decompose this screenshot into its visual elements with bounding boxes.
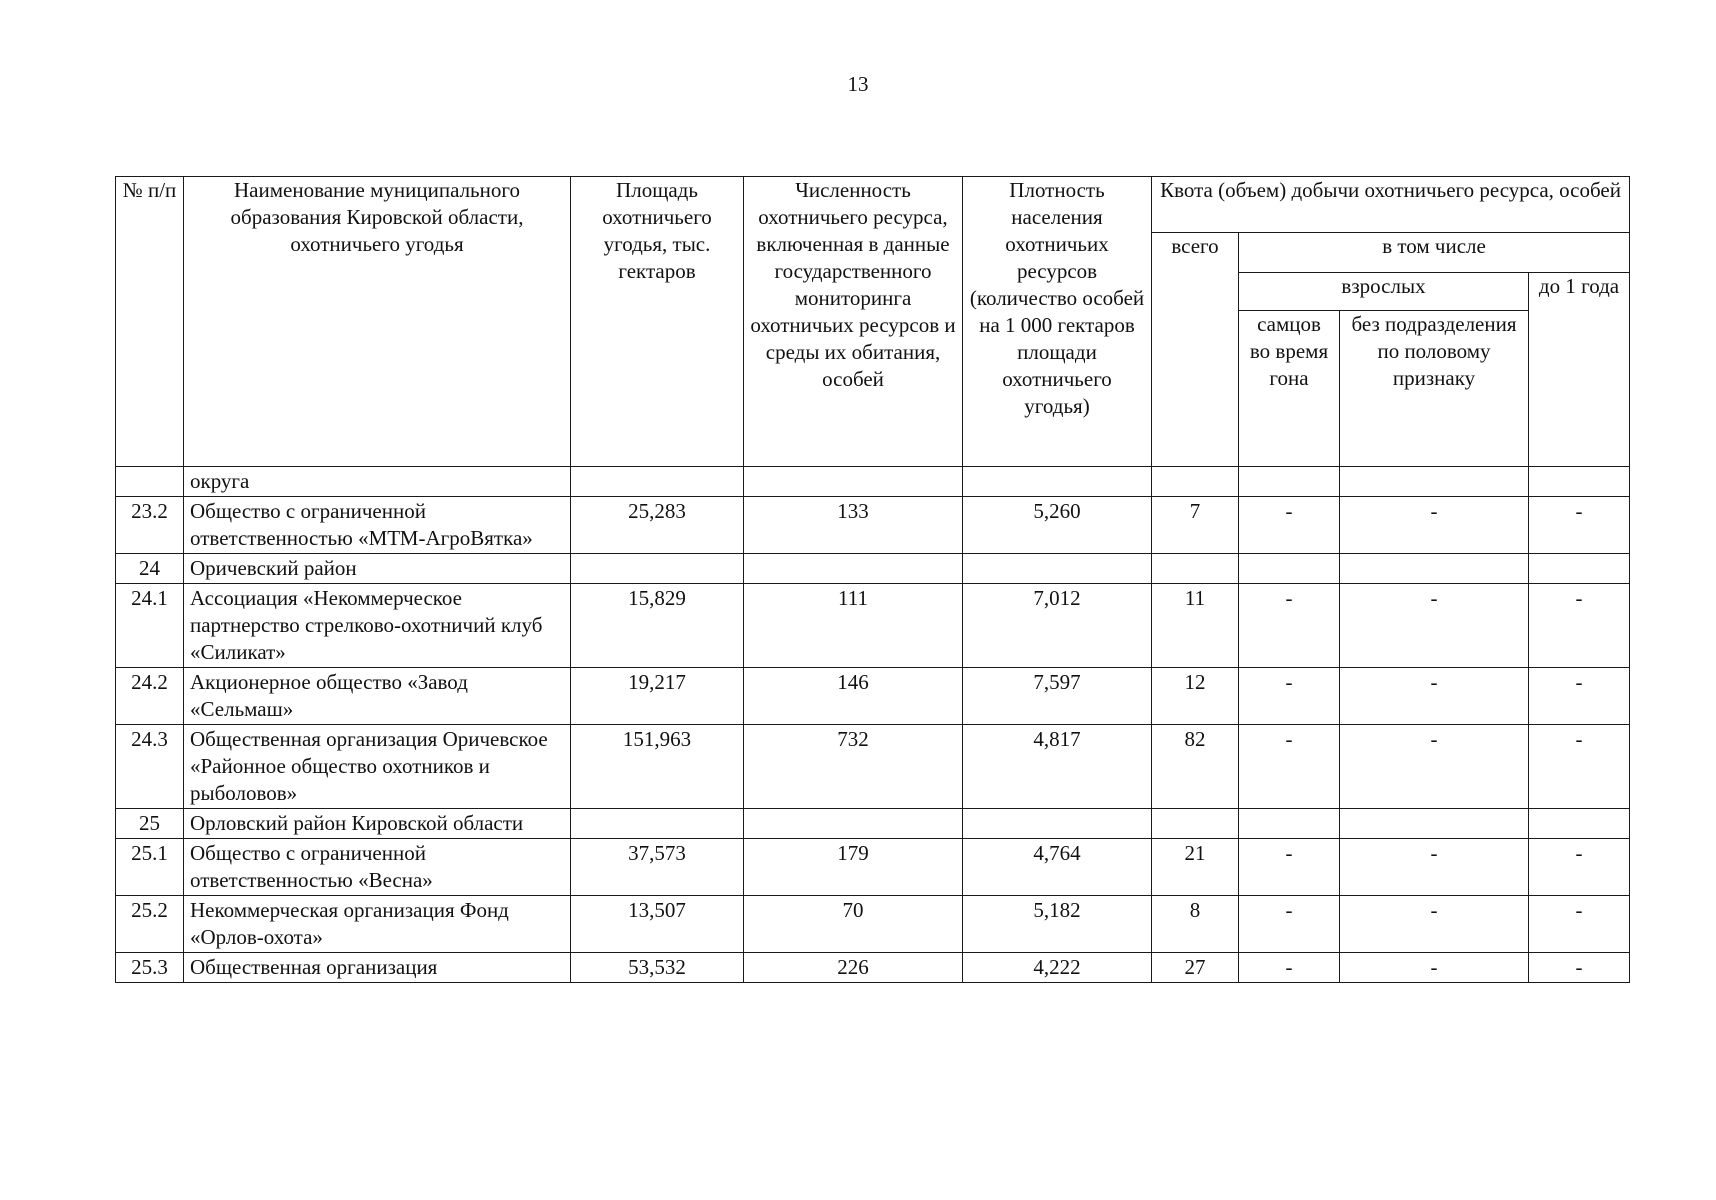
cell-name: Ассоциация «Некоммерческое партнерство стрелково-охотничий клуб «Силикат» <box>184 584 571 668</box>
cell-num: 23.2 <box>116 497 184 554</box>
table-row <box>116 467 1630 497</box>
cell-name: Общество с ограниченной ответственностью «МТМ-АгроВятка» <box>184 497 571 554</box>
cell-num: 24.1 <box>116 584 184 668</box>
cell-under1 <box>1529 809 1630 839</box>
table-row <box>116 554 1630 584</box>
page-number: 13 <box>847 72 869 96</box>
cell-under1: - <box>1529 725 1630 809</box>
cell-num: 24.2 <box>116 668 184 725</box>
cell-count: 146 <box>744 668 963 725</box>
cell-total: 21 <box>1152 839 1239 896</box>
cell-count: 179 <box>744 839 963 896</box>
table-row <box>116 497 1630 554</box>
cell-density: 4,817 <box>963 725 1152 809</box>
cell-under1: - <box>1529 953 1630 983</box>
quota-table <box>115 176 1630 983</box>
cell-density: 7,012 <box>963 584 1152 668</box>
cell-num: 24.3 <box>116 725 184 809</box>
cell-nosplit: - <box>1340 497 1529 554</box>
cell-count <box>744 554 963 584</box>
header-area: Площадь охотничьего угодья, тыс. гектаров <box>571 177 744 467</box>
cell-num: 25.2 <box>116 896 184 953</box>
cell-under1: - <box>1529 497 1630 554</box>
cell-under1 <box>1529 467 1630 497</box>
cell-density: 4,222 <box>963 953 1152 983</box>
table-row <box>116 584 1630 668</box>
header-no-sex-split: без подразделения по половому признаку <box>1340 311 1529 467</box>
table-row <box>116 809 1630 839</box>
cell-total: 7 <box>1152 497 1239 554</box>
cell-count: 133 <box>744 497 963 554</box>
cell-area <box>571 554 744 584</box>
table-header <box>116 177 1630 467</box>
cell-under1: - <box>1529 584 1630 668</box>
cell-total: 8 <box>1152 896 1239 953</box>
cell-males <box>1239 554 1340 584</box>
header-adults: взрослых <box>1239 273 1529 311</box>
cell-name: Оричевский район <box>184 554 571 584</box>
cell-nosplit: - <box>1340 839 1529 896</box>
cell-density: 5,182 <box>963 896 1152 953</box>
header-num: № п/п <box>116 177 184 467</box>
cell-males: - <box>1239 896 1340 953</box>
cell-males <box>1239 467 1340 497</box>
cell-name: Акционерное общество «Завод «Сельмаш» <box>184 668 571 725</box>
cell-density <box>963 809 1152 839</box>
cell-under1 <box>1529 554 1630 584</box>
table-row <box>116 668 1630 725</box>
cell-total <box>1152 554 1239 584</box>
cell-density <box>963 467 1152 497</box>
cell-males: - <box>1239 725 1340 809</box>
header-total: всего <box>1152 233 1239 467</box>
cell-nosplit <box>1340 467 1529 497</box>
cell-total <box>1152 809 1239 839</box>
cell-area <box>571 809 744 839</box>
cell-name: Общественная организация Оричевское «Районное общество охотников и рыболовов» <box>184 725 571 809</box>
cell-area: 19,217 <box>571 668 744 725</box>
cell-nosplit <box>1340 554 1529 584</box>
cell-count: 111 <box>744 584 963 668</box>
cell-males: - <box>1239 497 1340 554</box>
cell-density: 4,764 <box>963 839 1152 896</box>
cell-under1: - <box>1529 668 1630 725</box>
header-density: Плотность населения охотничьих ресурсов (количество особей на 1 000 гектаров площади охотничьего угодья) <box>963 177 1152 467</box>
cell-area: 37,573 <box>571 839 744 896</box>
table-row <box>116 839 1630 896</box>
cell-num <box>116 467 184 497</box>
header-under1: до 1 года <box>1529 273 1630 467</box>
cell-males: - <box>1239 584 1340 668</box>
cell-name: Орловский район Кировской области <box>184 809 571 839</box>
cell-num: 25.1 <box>116 839 184 896</box>
table-body <box>116 467 1630 983</box>
table-row <box>116 725 1630 809</box>
cell-count: 732 <box>744 725 963 809</box>
cell-density: 7,597 <box>963 668 1152 725</box>
cell-area: 25,283 <box>571 497 744 554</box>
table-row <box>116 953 1630 983</box>
cell-area: 53,532 <box>571 953 744 983</box>
cell-name: Общество с ограниченной ответственностью «Весна» <box>184 839 571 896</box>
cell-males: - <box>1239 839 1340 896</box>
cell-density: 5,260 <box>963 497 1152 554</box>
cell-nosplit: - <box>1340 953 1529 983</box>
cell-total: 12 <box>1152 668 1239 725</box>
cell-total: 27 <box>1152 953 1239 983</box>
cell-under1: - <box>1529 896 1630 953</box>
cell-under1: - <box>1529 839 1630 896</box>
cell-num: 25.3 <box>116 953 184 983</box>
header-name: Наименование муниципального образования Кировской области, охотничьего угодья <box>184 177 571 467</box>
cell-males: - <box>1239 953 1340 983</box>
cell-total: 82 <box>1152 725 1239 809</box>
header-males-rut: самцов во время гона <box>1239 311 1340 467</box>
header-count: Численность охотничьего ресурса, включенная в данные государственного мониторинга охотничьих ресурсов и среды их обитания, особей <box>744 177 963 467</box>
cell-nosplit: - <box>1340 668 1529 725</box>
cell-name: Некоммерческая организация Фонд «Орлов-охота» <box>184 896 571 953</box>
cell-nosplit: - <box>1340 584 1529 668</box>
table-row <box>116 896 1630 953</box>
cell-num: 24 <box>116 554 184 584</box>
cell-area: 15,829 <box>571 584 744 668</box>
header-including: в том числе <box>1239 233 1630 273</box>
cell-area <box>571 467 744 497</box>
cell-area: 151,963 <box>571 725 744 809</box>
cell-density <box>963 554 1152 584</box>
cell-name: округа <box>184 467 571 497</box>
cell-count: 70 <box>744 896 963 953</box>
cell-nosplit: - <box>1340 725 1529 809</box>
cell-males: - <box>1239 668 1340 725</box>
cell-nosplit: - <box>1340 896 1529 953</box>
cell-total <box>1152 467 1239 497</box>
cell-num: 25 <box>116 809 184 839</box>
cell-count <box>744 809 963 839</box>
cell-total: 11 <box>1152 584 1239 668</box>
cell-name: Общественная организация <box>184 953 571 983</box>
header-quota: Квота (объем) добычи охотничьего ресурса, особей <box>1152 177 1630 233</box>
cell-males <box>1239 809 1340 839</box>
cell-count <box>744 467 963 497</box>
cell-nosplit <box>1340 809 1529 839</box>
cell-count: 226 <box>744 953 963 983</box>
cell-area: 13,507 <box>571 896 744 953</box>
